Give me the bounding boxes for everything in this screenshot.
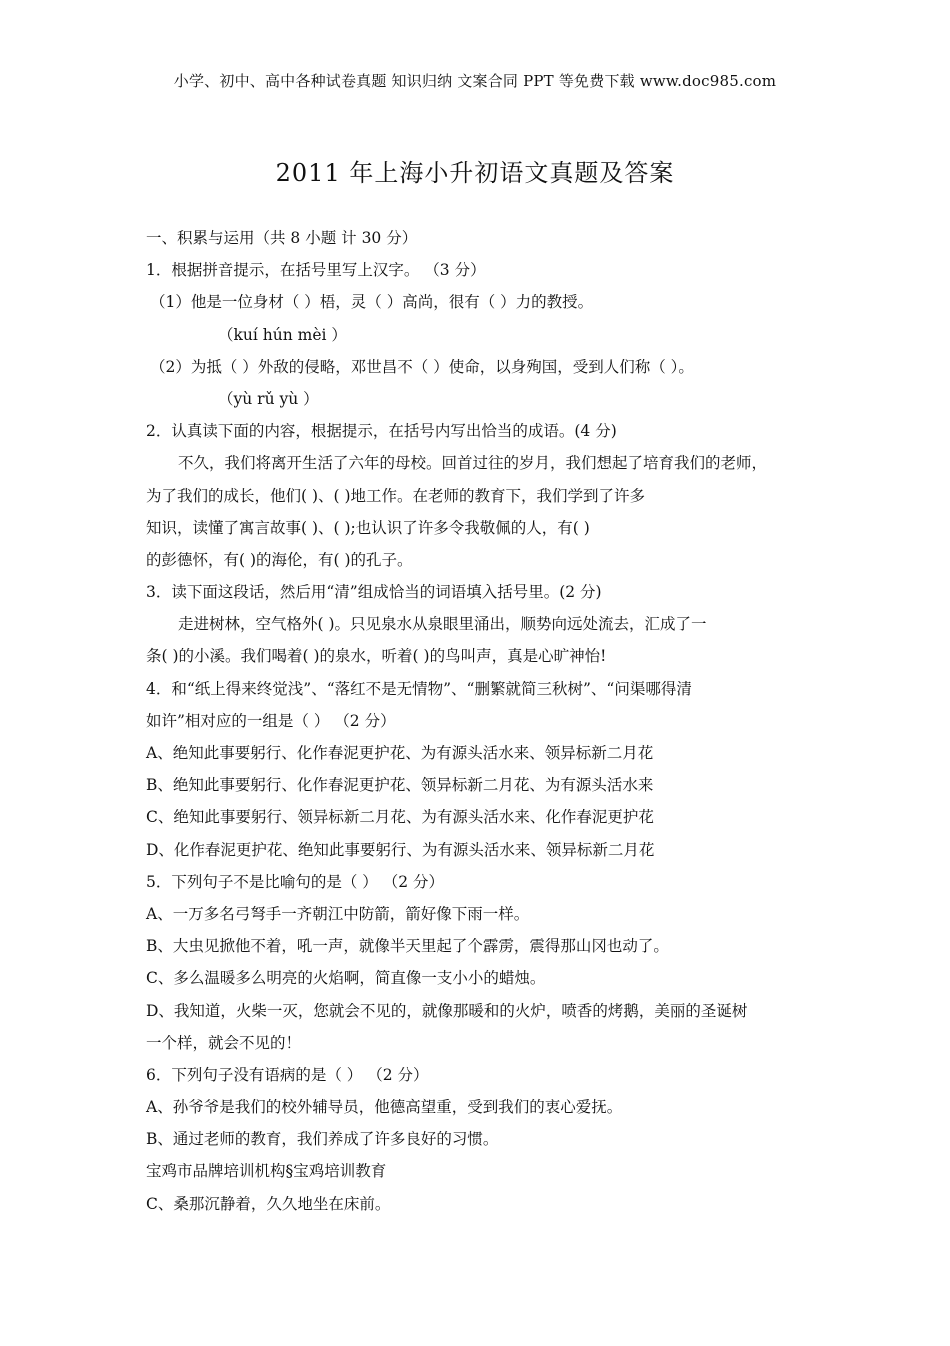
watermark-line: 宝鸡市品牌培训机构§宝鸡培训教育 [146, 1162, 387, 1181]
question-2: 2．认真读下面的内容，根据提示，在括号内写出恰当的成语。(4 分) [146, 422, 617, 441]
question-3-passage-line: 走进树林，空气格外( )。只见泉水从泉眼里涌出，顺势向远处流去，汇成了一 [178, 615, 707, 634]
question-1-pinyin-1: （kuí hún mèi ） [218, 325, 347, 344]
option-b: B、大虫见掀他不着，吼一声，就像半天里起了个霹雳，震得那山冈也动了。 [146, 937, 669, 956]
option-c: C、桑那沉静着，久久地坐在床前。 [146, 1194, 391, 1213]
question-3-passage-line: 条( )的小溪。我们喝着( )的泉水，听着( )的鸟叫声，真是心旷神怡! [146, 647, 607, 666]
option-a: A、绝知此事要躬行、化作春泥更护花、为有源头活水来、领异标新二月花 [146, 744, 654, 762]
question-1: 1．根据拼音提示，在括号里写上汉字。 （3 分） [146, 261, 486, 280]
question-2-passage-line: 的彭德怀，有( )的海伦，有( )的孔子。 [146, 550, 413, 569]
question-1-item-1: （1）他是一位身材（ ）梧，灵（ ）高尚，很有（ ）力的教授。 [150, 293, 594, 312]
option-b: B、绝知此事要躬行、化作春泥更护花、领异标新二月花、为有源头活水来 [146, 776, 654, 795]
page-header: 小学、初中、高中各种试卷真题 知识归纳 文案合同 PPT 等免费下载 www.doc985.com [173, 72, 777, 90]
question-2-passage-line: 知识，读懂了寓言故事( )、( );也认识了许多令我敬佩的人，有( ) [146, 518, 590, 537]
question-2-passage-line: 不久，我们将离开生活了六年的母校。回首过往的岁月，我们想起了培育我们的老师， [178, 454, 768, 473]
question-4-cont: 如许”相对应的一组是（ ） （2 分） [146, 711, 396, 730]
question-1-item-2: （2）为抵（ ）外敌的侵略，邓世昌不（ ）使命，以身殉国，受到人们称（ ）。 [150, 357, 694, 376]
option-d-cont: 一个样，就会不见的！ [146, 1033, 302, 1052]
option-c: C、绝知此事要躬行、领异标新二月花、为有源头活水来、化作春泥更护花 [146, 808, 654, 827]
option-d: D、化作春泥更护花、绝知此事要躬行、为有源头活水来、领异标新二月花 [146, 840, 655, 859]
option-a: A、孙爷爷是我们的校外辅导员，他德高望重，受到我们的衷心爱抚。 [146, 1098, 623, 1117]
question-5: 5．下列句子不是比喻句的是（ ） （2 分） [146, 872, 445, 891]
page-title: 2011 年上海小升初语文真题及答案 [275, 159, 675, 187]
question-1-pinyin-2: （yù rǔ yù ） [218, 389, 319, 408]
question-2-passage-line: 为了我们的成长，他们( )、( )地工作。在老师的教育下，我们学到了许多 [146, 486, 646, 505]
section-heading: 一、积累与运用（共 8 小题 计 30 分） [146, 229, 418, 247]
document-body [146, 222, 816, 1220]
option-b: B、通过老师的教育，我们养成了许多良好的习惯。 [146, 1130, 499, 1149]
option-a: A、一万多名弓弩手一齐朝江中防箭，箭好像下雨一样。 [146, 904, 530, 923]
question-6: 6．下列句子没有语病的是（ ） （2 分） [146, 1065, 429, 1084]
option-c: C、多么温暖多么明亮的火焰啊，简直像一支小小的蜡烛。 [146, 969, 546, 988]
question-3: 3．读下面这段话，然后用“清”组成恰当的词语填入括号里。(2 分) [146, 583, 602, 602]
question-4: 4．和“纸上得来终觉浅”、“落红不是无情物”、“删繁就简三秋树”、“问渠哪得清 [146, 679, 692, 698]
option-d: D、我知道，火柴一灭，您就会不见的，就像那暖和的火炉，喷香的烤鹅，美丽的圣诞树 [146, 1001, 748, 1020]
